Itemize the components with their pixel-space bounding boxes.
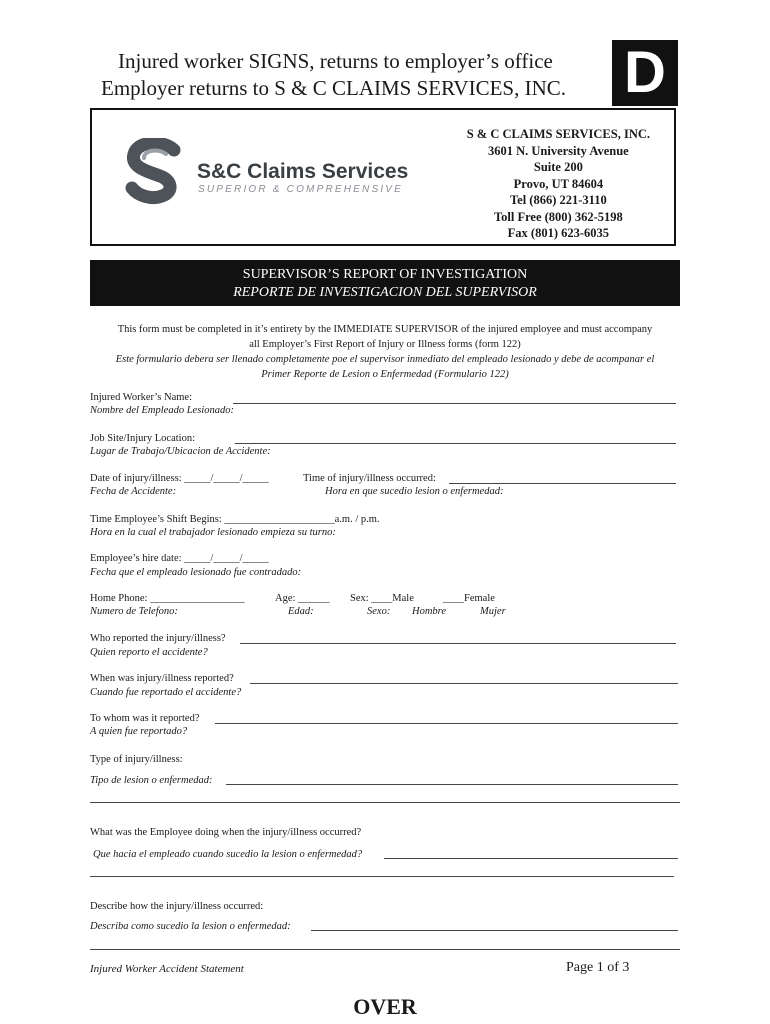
job-site-field[interactable] xyxy=(235,443,676,444)
injury-description-label-es: Describa como sucedio la lesion o enfermedad: xyxy=(90,921,291,932)
injury-date-label-es: Fecha de Accidente: xyxy=(90,486,177,497)
employee-activity-field[interactable] xyxy=(384,858,678,859)
injury-type-label-es: Tipo de lesion o enfermedad: xyxy=(90,775,213,786)
address-city: Provo, UT 84604 xyxy=(513,176,604,191)
over-label: OVER xyxy=(353,994,417,1019)
header-line-2: Employer returns to S & C CLAIMS SERVICES, INC. xyxy=(101,76,566,100)
header-line-1: Injured worker SIGNS, returns to employer’s office xyxy=(118,49,553,73)
employee-activity-field-line-2[interactable] xyxy=(90,876,674,877)
who-reported-label-es: Quien reporto el accidente? xyxy=(90,647,208,658)
who-reported-label: Who reported the injury/illness? xyxy=(90,633,226,644)
instructions xyxy=(90,322,680,382)
instructions-en-2: all Employer’s First Report of Injury or Illness forms (form 122) xyxy=(249,339,521,350)
injury-type-field-line-2[interactable] xyxy=(90,802,680,803)
logo-brand-name: S&C Claims Services xyxy=(197,160,409,183)
report-title-en: SUPERVISOR’S REPORT OF INVESTIGATION xyxy=(242,267,528,282)
address-company: S & C CLAIMS SERVICES, INC. xyxy=(466,127,650,141)
sc-logo-icon xyxy=(124,138,188,208)
address-tollfree: Toll Free (800) 362-5198 xyxy=(493,209,623,224)
footer-form-name: Injured Worker Accident Statement xyxy=(90,963,244,975)
home-phone-label-es: Numero de Telefono: xyxy=(90,606,178,617)
female-label-es: Mujer xyxy=(480,606,506,617)
home-phone-field[interactable]: Home Phone: __________________ xyxy=(90,593,245,604)
hire-date-field[interactable]: Employee’s hire date: _____/_____/_____ xyxy=(90,553,269,564)
injury-description-field[interactable] xyxy=(311,930,678,931)
employee-activity-label: What was the Employee doing when the injury/illness occurred? xyxy=(90,827,362,838)
address-street: 3601 N. University Avenue xyxy=(487,143,629,158)
reported-to-label: To whom was it reported? xyxy=(90,713,200,724)
who-reported-field[interactable] xyxy=(240,643,676,644)
instructions-es-1: Este formulario debera ser llenado completamente poe el supervisor inmediato del empleado lesionado y debe de acompanar el xyxy=(115,354,655,365)
form-letter-badge: D xyxy=(612,40,678,106)
employee-activity-label-es: Que hacia el empleado cuando sucedio la lesion o enfermedad? xyxy=(93,849,363,860)
injury-type-field[interactable] xyxy=(226,784,678,785)
report-title-es: REPORTE DE INVESTIGACION DEL SUPERVISOR xyxy=(233,285,537,300)
job-site-label: Job Site/Injury Location: xyxy=(90,433,195,444)
worker-name-label: Injured Worker’s Name: xyxy=(90,392,192,403)
address-tel: Tel (866) 221-3110 xyxy=(509,193,607,207)
shift-begins-label-es: Hora en la cual el trabajador lesionado empieza su turno: xyxy=(90,527,336,538)
page-number: Page 1 of 3 xyxy=(566,960,630,975)
when-reported-label: When was injury/illness reported? xyxy=(90,673,234,684)
injury-type-label: Type of injury/illness: xyxy=(90,754,183,765)
age-label-es: Edad: xyxy=(288,606,314,617)
worker-name-label-es: Nombre del Empleado Lesionado: xyxy=(90,405,234,416)
address-fax: Fax (801) 623-6035 xyxy=(507,226,610,240)
report-title-bar xyxy=(90,260,680,306)
job-site-label-es: Lugar de Trabajo/Ubicacion de Accidente: xyxy=(90,446,271,457)
instructions-en-1: This form must be completed in it’s entirety by the IMMEDIATE SUPERVISOR of the injured employee and must accompany xyxy=(117,324,653,335)
reported-to-field[interactable] xyxy=(215,723,678,724)
reported-to-label-es: A quien fue reportado? xyxy=(90,726,188,737)
injury-time-label: Time of injury/illness occurred: xyxy=(303,473,436,484)
instructions-es-2: Primer Reporte de Lesion o Enfermedad (Formulario 122) xyxy=(261,369,509,380)
sex-male-option[interactable]: Sex: ____Male xyxy=(350,593,414,604)
address-suite: Suite 200 xyxy=(533,160,583,174)
logo-tagline: SUPERIOR & COMPREHENSIVE xyxy=(198,184,404,195)
injury-date-field[interactable]: Date of injury/illness: _____/_____/_____ xyxy=(90,473,269,484)
injury-time-field[interactable] xyxy=(449,483,676,484)
injury-time-label-es: Hora en que sucedio lesion o enfermedad: xyxy=(325,486,504,497)
age-field[interactable]: Age: ______ xyxy=(275,593,330,604)
company-address xyxy=(467,126,650,242)
hire-date-label-es: Fecha que el empleado lesionado fue contradado: xyxy=(90,567,302,578)
sex-female-option[interactable]: ____Female xyxy=(443,593,495,604)
sex-label-es: Sexo: xyxy=(367,606,391,617)
worker-name-field[interactable] xyxy=(233,403,676,404)
injury-description-field-line-2[interactable] xyxy=(90,949,680,950)
when-reported-label-es: Cuando fue reportado el accidente? xyxy=(90,687,242,698)
injury-description-label: Describe how the injury/illness occurred: xyxy=(90,901,264,912)
shift-begins-field[interactable]: Time Employee’s Shift Begins: _____________________a.m. / p.m. xyxy=(90,514,380,525)
male-label-es: Hombre xyxy=(412,606,447,617)
when-reported-field[interactable] xyxy=(250,683,678,684)
